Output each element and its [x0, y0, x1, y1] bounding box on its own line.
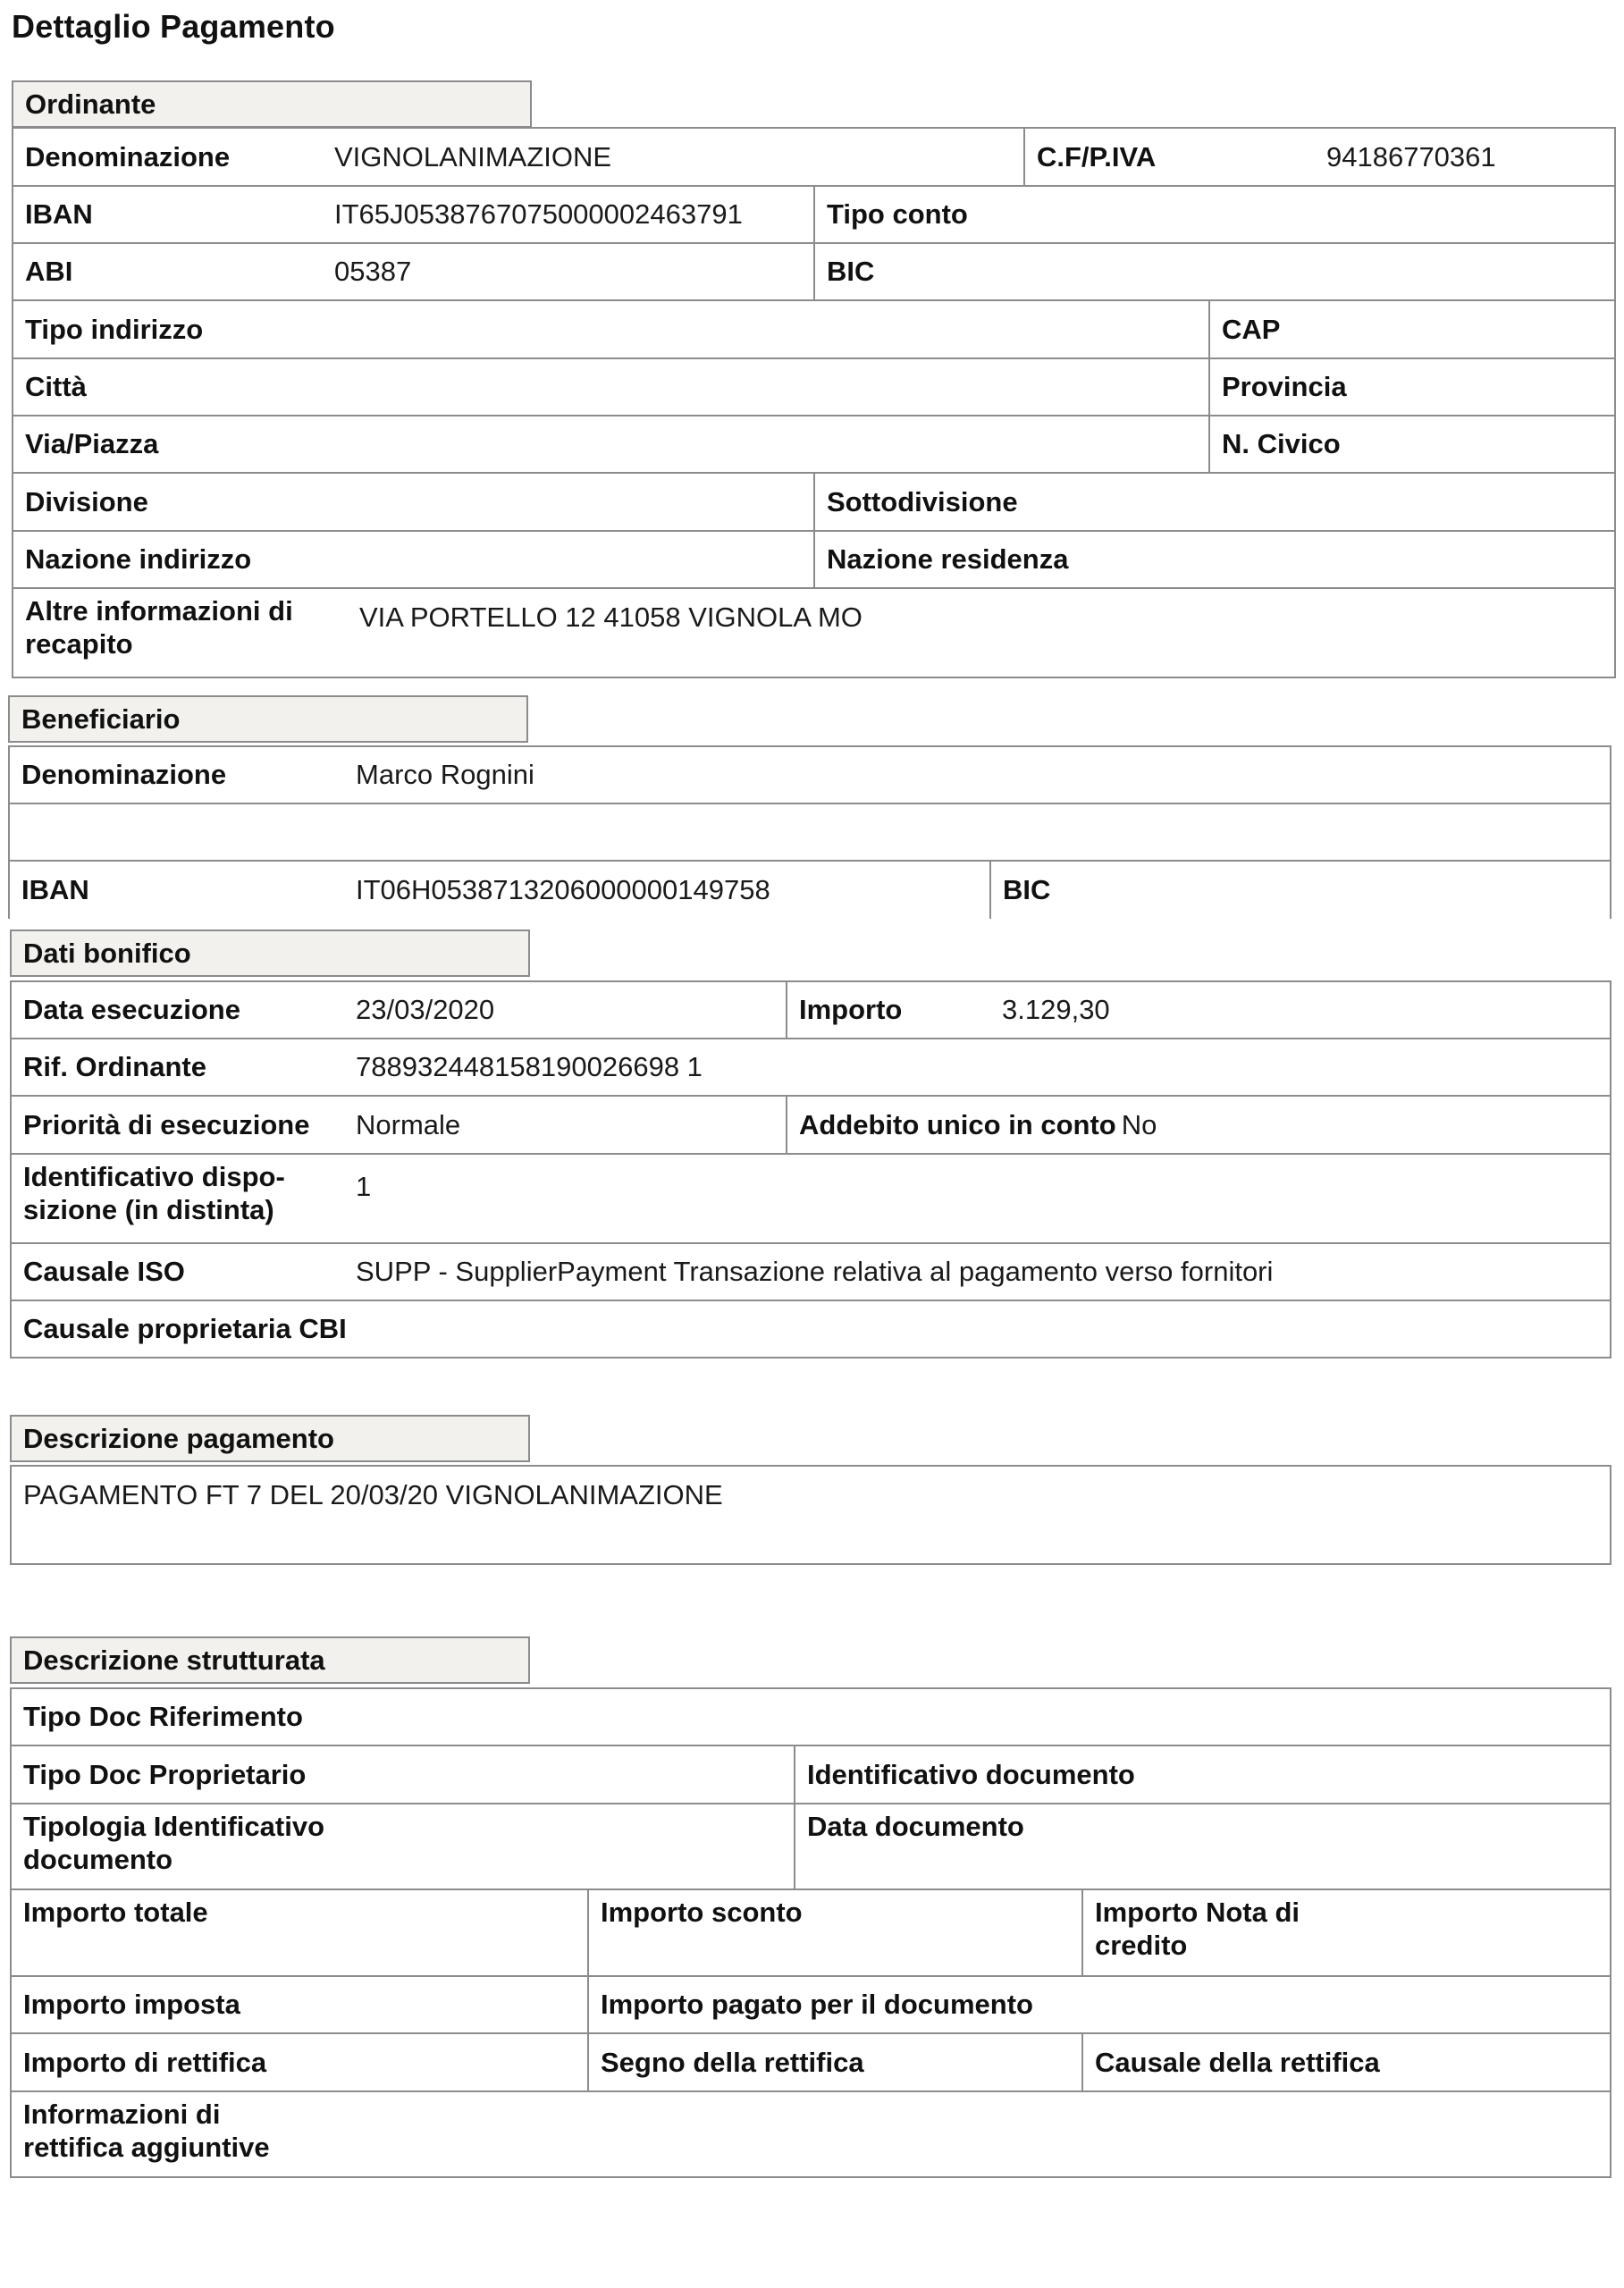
ordinante-cap-cell — [1210, 301, 1616, 358]
altre-info-label: Altre informazioni di recapito — [25, 595, 293, 660]
identificativo-value: 1 — [356, 1171, 372, 1202]
importo-sconto-cell — [589, 1890, 1083, 1975]
beneficiario-table — [8, 745, 1611, 919]
tipo-doc-riferimento-label: Tipo Doc Riferimento — [23, 1701, 303, 1732]
importo-imposta-cell — [12, 1977, 589, 2032]
causale-rettifica-label: Causale della rettifica — [1095, 2046, 1380, 2078]
importo-nota-credito-label: Importo Nota di credito — [1095, 1897, 1300, 1961]
ordinante-table — [12, 127, 1616, 678]
beneficiario-empty-cell — [10, 804, 1611, 860]
civico-label: N. Civico — [1222, 428, 1341, 459]
ordinante-civico-cell — [1210, 416, 1616, 472]
ordinante-citta-cell — [13, 359, 1210, 415]
data-esecuzione-cell — [12, 982, 787, 1038]
importo-cell — [787, 982, 1611, 1038]
addebito-label: Addebito unico in conto — [799, 1108, 1116, 1140]
causale-rettifica-cell — [1083, 2034, 1611, 2090]
table-row — [13, 416, 1616, 474]
causale-iso-cell — [12, 1244, 1611, 1300]
table-row — [13, 129, 1616, 187]
rif-ordinante-label: Rif. Ordinante — [23, 1051, 206, 1082]
descrizione-strutturata-table — [10, 1687, 1611, 2178]
importo-pagato-label: Importo pagato per il documento — [601, 1989, 1033, 2020]
beneficiario-bic-cell — [991, 862, 1611, 919]
importo-label: Importo — [799, 994, 903, 1025]
nazione-indirizzo-label: Nazione indirizzo — [25, 543, 252, 575]
importo-pagato-cell — [589, 1977, 1611, 2032]
ordinante-abi-cell — [13, 244, 815, 299]
abi-label: ABI — [25, 256, 73, 287]
addebito-value: No — [1121, 1108, 1157, 1140]
via-label: Via/Piazza — [25, 428, 159, 459]
data-documento-cell — [795, 1804, 1611, 1888]
cap-label: CAP — [1222, 313, 1281, 345]
ordinante-iban-cell — [13, 187, 815, 242]
bic-label: BIC — [827, 256, 875, 287]
beneficiario-iban-cell — [10, 862, 991, 919]
cf-label: C.F/P.IVA — [1037, 140, 1157, 172]
ordinante-denominazione-cell — [13, 129, 1025, 185]
section-header-beneficiario: Beneficiario — [8, 695, 528, 743]
informazioni-rettifica-cell — [12, 2092, 1611, 2176]
section-header-dati-bonifico: Dati bonifico — [10, 930, 530, 977]
table-row — [12, 1689, 1611, 1746]
ordinante-sottodivisione-cell — [815, 474, 1616, 530]
iban-label: IBAN — [21, 874, 89, 905]
ordinante-provincia-cell — [1210, 359, 1616, 415]
divisione-label: Divisione — [25, 485, 148, 517]
table-row — [10, 862, 1611, 919]
informazioni-rettifica-label: Informazioni di rettifica aggiuntive — [23, 2099, 270, 2163]
table-row — [12, 2092, 1611, 2178]
ordinante-via-cell — [13, 416, 1210, 472]
denominazione-value: Marco Rognini — [356, 759, 534, 790]
identificativo-cell — [12, 1155, 1611, 1242]
addebito-cell — [787, 1097, 1611, 1153]
importo-nota-credito-cell — [1083, 1890, 1611, 1975]
ordinante-divisione-cell — [13, 474, 815, 530]
iban-value: IT06H0538713206000000149758 — [356, 874, 770, 905]
priorita-cell — [12, 1097, 787, 1153]
table-row — [13, 474, 1616, 532]
identificativo-label: Identificativo dispo-sizione (in distinta) — [23, 1161, 285, 1225]
table-row — [13, 532, 1616, 589]
table-row — [12, 1977, 1611, 2034]
tipo-indirizzo-label: Tipo indirizzo — [25, 313, 204, 345]
importo-imposta-label: Importo imposta — [23, 1989, 240, 2020]
rif-ordinante-value: 788932448158190026698 1 — [356, 1051, 703, 1082]
table-row — [12, 1097, 1611, 1155]
sottodivisione-label: Sottodivisione — [827, 485, 1018, 517]
iban-label: IBAN — [25, 198, 93, 230]
data-documento-label: Data documento — [807, 1811, 1024, 1842]
table-row — [12, 1155, 1611, 1244]
ordinante-tipo-indirizzo-cell — [13, 301, 1210, 358]
table-row — [12, 982, 1611, 1039]
tipo-conto-label: Tipo conto — [827, 198, 968, 230]
ordinante-cf-cell — [1025, 129, 1616, 185]
tipo-doc-proprietario-cell — [12, 1746, 795, 1803]
importo-totale-cell — [12, 1890, 589, 1975]
table-row — [12, 1890, 1611, 1977]
iban-value: IT65J0538767075000002463791 — [334, 198, 743, 230]
table-row — [13, 301, 1616, 359]
table-row — [12, 1244, 1611, 1301]
causale-iso-label: Causale ISO — [23, 1256, 185, 1287]
table-row — [10, 804, 1611, 862]
table-row — [13, 244, 1616, 301]
priorita-value: Normale — [356, 1108, 461, 1140]
tipologia-identificativo-label: Tipologia Identificativo documento — [23, 1811, 325, 1875]
table-row — [12, 1804, 1611, 1890]
causale-cbi-cell — [12, 1301, 1611, 1357]
ordinante-nazione-residenza-cell — [815, 532, 1616, 587]
rif-ordinante-cell — [12, 1039, 1611, 1095]
causale-iso-value: SUPP - SupplierPayment Transazione relativa al pagamento verso fornitori — [356, 1256, 1274, 1287]
abi-value: 05387 — [334, 256, 412, 287]
beneficiario-denominazione-cell — [10, 747, 1611, 803]
table-row — [13, 359, 1616, 416]
tipologia-identificativo-cell — [12, 1804, 795, 1888]
page-title: Dettaglio Pagamento — [12, 8, 335, 45]
cf-value: 94186770361 — [1326, 140, 1496, 172]
ordinante-tipo-conto-cell — [815, 187, 1616, 242]
segno-rettifica-label: Segno della rettifica — [601, 2046, 864, 2078]
provincia-label: Provincia — [1222, 371, 1347, 402]
table-row — [12, 1039, 1611, 1097]
importo-sconto-label: Importo sconto — [601, 1897, 803, 1928]
identificativo-documento-cell — [795, 1746, 1611, 1803]
ordinante-altre-info-cell — [13, 589, 1616, 677]
dati-bonifico-table — [10, 980, 1611, 1358]
table-row — [12, 2034, 1611, 2092]
importo-value: 3.129,30 — [1002, 994, 1110, 1025]
ordinante-bic-cell — [815, 244, 1616, 299]
ordinante-nazione-indirizzo-cell — [13, 532, 815, 587]
section-header-descrizione-strutturata: Descrizione strutturata — [10, 1636, 530, 1684]
table-row — [12, 1301, 1611, 1358]
segno-rettifica-cell — [589, 2034, 1083, 2090]
identificativo-documento-label: Identificativo documento — [807, 1758, 1135, 1790]
table-row — [13, 187, 1616, 244]
altre-info-value: VIA PORTELLO 12 41058 VIGNOLA MO — [359, 601, 862, 633]
denominazione-label: Denominazione — [21, 759, 227, 790]
data-esecuzione-value: 23/03/2020 — [356, 994, 495, 1025]
table-row — [12, 1746, 1611, 1804]
descrizione-pagamento-value: PAGAMENTO FT 7 DEL 20/03/20 VIGNOLANIMAZIONE — [23, 1479, 723, 1510]
tipo-doc-proprietario-label: Tipo Doc Proprietario — [23, 1758, 307, 1790]
importo-totale-label: Importo totale — [23, 1897, 208, 1928]
priorita-label: Priorità di esecuzione — [23, 1108, 310, 1140]
section-header-ordinante: Ordinante — [12, 80, 532, 128]
importo-rettifica-label: Importo di rettifica — [23, 2046, 267, 2078]
nazione-residenza-label: Nazione residenza — [827, 543, 1069, 575]
section-header-descrizione-pagamento: Descrizione pagamento — [10, 1415, 530, 1462]
importo-rettifica-cell — [12, 2034, 589, 2090]
data-esecuzione-label: Data esecuzione — [23, 994, 240, 1025]
descrizione-pagamento-box — [10, 1465, 1611, 1565]
bic-label: BIC — [1003, 874, 1051, 905]
denominazione-value: VIGNOLANIMAZIONE — [334, 140, 612, 172]
table-row — [13, 589, 1616, 678]
citta-label: Città — [25, 371, 87, 402]
table-row — [10, 747, 1611, 804]
denominazione-label: Denominazione — [25, 140, 231, 172]
causale-cbi-label: Causale proprietaria CBI — [23, 1313, 347, 1344]
tipo-doc-riferimento-cell — [12, 1689, 1611, 1745]
